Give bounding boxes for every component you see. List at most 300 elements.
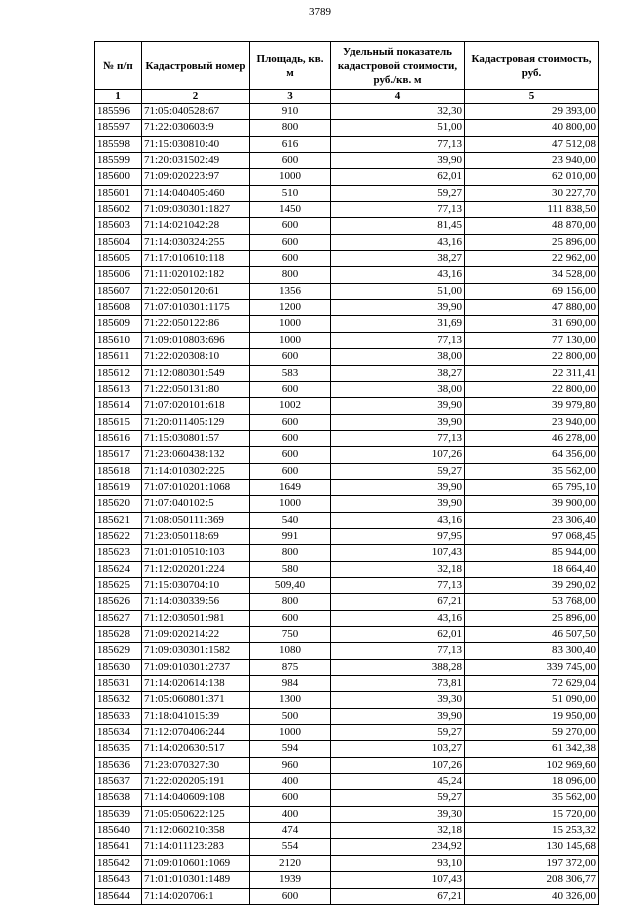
specific-value-cell: 51,00 — [331, 120, 465, 136]
specific-value-cell: 39,90 — [331, 496, 465, 512]
row-number-cell: 185611 — [95, 349, 142, 365]
area-cell: 600 — [250, 251, 331, 267]
row-number-cell: 185608 — [95, 300, 142, 316]
area-cell: 600 — [250, 414, 331, 430]
specific-value-cell: 107,43 — [331, 545, 465, 561]
specific-value-cell: 45,24 — [331, 774, 465, 790]
table-row — [95, 741, 599, 757]
column-number: 1 — [95, 90, 142, 104]
row-number-cell: 185638 — [95, 790, 142, 806]
area-cell: 554 — [250, 839, 331, 855]
cadastral-number-cell: 71:14:020614:138 — [142, 676, 250, 692]
area-cell: 1002 — [250, 398, 331, 414]
cadastral-value-table — [94, 41, 599, 905]
row-number-cell: 185629 — [95, 643, 142, 659]
cadastral-value-cell: 35 562,00 — [465, 790, 599, 806]
cadastral-number-cell: 71:05:060801:371 — [142, 692, 250, 708]
specific-value-cell: 67,21 — [331, 594, 465, 610]
table-row — [95, 528, 599, 544]
cadastral-value-cell: 72 629,04 — [465, 676, 599, 692]
specific-value-cell: 59,27 — [331, 725, 465, 741]
row-number-cell: 185626 — [95, 594, 142, 610]
table-row — [95, 414, 599, 430]
area-cell: 600 — [250, 610, 331, 626]
table-row — [95, 463, 599, 479]
row-number-cell: 185635 — [95, 741, 142, 757]
cadastral-value-cell: 31 690,00 — [465, 316, 599, 332]
cadastral-number-cell: 71:22:020205:191 — [142, 774, 250, 790]
cadastral-number-cell: 71:09:020223:97 — [142, 169, 250, 185]
cadastral-value-cell: 23 940,00 — [465, 414, 599, 430]
cadastral-number-cell: 71:14:021042:28 — [142, 218, 250, 234]
cadastral-value-cell: 39 900,00 — [465, 496, 599, 512]
row-number-cell: 185623 — [95, 545, 142, 561]
area-cell: 600 — [250, 234, 331, 250]
cadastral-value-cell: 18 664,40 — [465, 561, 599, 577]
row-number-cell: 185619 — [95, 479, 142, 495]
specific-value-cell: 77,13 — [331, 332, 465, 348]
row-number-cell: 185624 — [95, 561, 142, 577]
table-row — [95, 398, 599, 414]
row-number-cell: 185644 — [95, 888, 142, 904]
row-number-cell: 185637 — [95, 774, 142, 790]
area-cell: 400 — [250, 806, 331, 822]
table-row — [95, 251, 599, 267]
cadastral-number-cell: 71:09:010601:1069 — [142, 855, 250, 871]
cadastral-value-cell: 40 800,00 — [465, 120, 599, 136]
cadastral-number-cell: 71:23:070327:30 — [142, 757, 250, 773]
cadastral-number-cell: 71:14:020630:517 — [142, 741, 250, 757]
cadastral-number-cell: 71:15:030704:10 — [142, 577, 250, 593]
table-row — [95, 594, 599, 610]
specific-value-cell: 51,00 — [331, 283, 465, 299]
cadastral-value-cell: 339 745,00 — [465, 659, 599, 675]
cadastral-value-cell: 47 880,00 — [465, 300, 599, 316]
area-cell: 600 — [250, 447, 331, 463]
specific-value-cell: 62,01 — [331, 169, 465, 185]
table-row — [95, 806, 599, 822]
row-number-cell: 185634 — [95, 725, 142, 741]
area-cell: 540 — [250, 512, 331, 528]
cadastral-value-cell: 69 156,00 — [465, 283, 599, 299]
specific-value-cell: 43,16 — [331, 512, 465, 528]
specific-value-cell: 39,90 — [331, 414, 465, 430]
row-number-cell: 185606 — [95, 267, 142, 283]
row-number-cell: 185627 — [95, 610, 142, 626]
specific-value-cell: 38,27 — [331, 365, 465, 381]
table-row — [95, 430, 599, 446]
cadastral-number-cell: 71:07:020101:618 — [142, 398, 250, 414]
area-cell: 616 — [250, 136, 331, 152]
row-number-cell: 185641 — [95, 839, 142, 855]
area-cell: 1000 — [250, 725, 331, 741]
table-row — [95, 757, 599, 773]
area-cell: 600 — [250, 218, 331, 234]
header-cadastral-value: Кадастровая стоимость, руб. — [465, 42, 599, 90]
table-row — [95, 332, 599, 348]
area-cell: 600 — [250, 463, 331, 479]
cadastral-value-cell: 39 979,80 — [465, 398, 599, 414]
table-row — [95, 185, 599, 201]
cadastral-value-cell: 47 512,08 — [465, 136, 599, 152]
specific-value-cell: 77,13 — [331, 577, 465, 593]
table-row — [95, 692, 599, 708]
row-number-cell: 185612 — [95, 365, 142, 381]
specific-value-cell: 39,30 — [331, 806, 465, 822]
row-number-cell: 185605 — [95, 251, 142, 267]
cadastral-number-cell: 71:01:010301:1489 — [142, 872, 250, 888]
area-cell: 594 — [250, 741, 331, 757]
cadastral-number-cell: 71:14:040405:460 — [142, 185, 250, 201]
cadastral-number-cell: 71:23:060438:132 — [142, 447, 250, 463]
cadastral-number-cell: 71:14:030339:56 — [142, 594, 250, 610]
cadastral-number-cell: 71:20:031502:49 — [142, 153, 250, 169]
table-row — [95, 839, 599, 855]
table-row — [95, 855, 599, 871]
cadastral-number-cell: 71:09:030301:1827 — [142, 202, 250, 218]
area-cell: 984 — [250, 676, 331, 692]
area-cell: 800 — [250, 594, 331, 610]
cadastral-value-cell: 19 950,00 — [465, 708, 599, 724]
row-number-cell: 185621 — [95, 512, 142, 528]
table-row — [95, 545, 599, 561]
row-number-cell: 185617 — [95, 447, 142, 463]
cadastral-value-cell: 23 306,40 — [465, 512, 599, 528]
cadastral-value-cell: 39 290,02 — [465, 577, 599, 593]
specific-value-cell: 39,90 — [331, 398, 465, 414]
row-number-cell: 185620 — [95, 496, 142, 512]
table-row — [95, 283, 599, 299]
specific-value-cell: 103,27 — [331, 741, 465, 757]
area-cell: 400 — [250, 774, 331, 790]
cadastral-number-cell: 71:12:020201:224 — [142, 561, 250, 577]
specific-value-cell: 39,90 — [331, 479, 465, 495]
area-cell: 474 — [250, 823, 331, 839]
table-row — [95, 774, 599, 790]
specific-value-cell: 38,00 — [331, 349, 465, 365]
specific-value-cell: 39,90 — [331, 153, 465, 169]
cadastral-value-cell: 208 306,77 — [465, 872, 599, 888]
area-cell: 960 — [250, 757, 331, 773]
cadastral-value-cell: 15 720,00 — [465, 806, 599, 822]
header-row — [95, 42, 599, 90]
area-cell: 750 — [250, 627, 331, 643]
row-number-cell: 185610 — [95, 332, 142, 348]
cadastral-number-cell: 71:14:010302:225 — [142, 463, 250, 479]
cadastral-number-cell: 71:22:050131:80 — [142, 381, 250, 397]
area-cell: 600 — [250, 349, 331, 365]
cadastral-number-cell: 71:09:030301:1582 — [142, 643, 250, 659]
specific-value-cell: 62,01 — [331, 627, 465, 643]
cadastral-number-cell: 71:22:050120:61 — [142, 283, 250, 299]
cadastral-number-cell: 71:22:030603:9 — [142, 120, 250, 136]
table-row — [95, 512, 599, 528]
specific-value-cell: 39,30 — [331, 692, 465, 708]
table-row — [95, 234, 599, 250]
cadastral-number-cell: 71:09:020214:22 — [142, 627, 250, 643]
specific-value-cell: 39,90 — [331, 708, 465, 724]
table-row — [95, 790, 599, 806]
table-row — [95, 872, 599, 888]
cadastral-value-cell: 102 969,60 — [465, 757, 599, 773]
cadastral-value-cell: 62 010,00 — [465, 169, 599, 185]
specific-value-cell: 43,16 — [331, 234, 465, 250]
specific-value-cell: 39,90 — [331, 300, 465, 316]
row-number-cell: 185631 — [95, 676, 142, 692]
cadastral-value-cell: 77 130,00 — [465, 332, 599, 348]
specific-value-cell: 388,28 — [331, 659, 465, 675]
cadastral-value-cell: 23 940,00 — [465, 153, 599, 169]
specific-value-cell: 43,16 — [331, 610, 465, 626]
specific-value-cell: 73,81 — [331, 676, 465, 692]
table-row — [95, 823, 599, 839]
cadastral-number-cell: 71:22:020308:10 — [142, 349, 250, 365]
specific-value-cell: 38,00 — [331, 381, 465, 397]
area-cell: 800 — [250, 267, 331, 283]
specific-value-cell: 77,13 — [331, 202, 465, 218]
cadastral-value-cell: 53 768,00 — [465, 594, 599, 610]
specific-value-cell: 32,18 — [331, 561, 465, 577]
cadastral-value-cell: 197 372,00 — [465, 855, 599, 871]
row-number-cell: 185615 — [95, 414, 142, 430]
row-number-cell: 185601 — [95, 185, 142, 201]
row-number-cell: 185633 — [95, 708, 142, 724]
area-cell: 580 — [250, 561, 331, 577]
row-number-cell: 185618 — [95, 463, 142, 479]
specific-value-cell: 97,95 — [331, 528, 465, 544]
cadastral-number-cell: 71:14:011123:283 — [142, 839, 250, 855]
row-number-cell: 185640 — [95, 823, 142, 839]
area-cell: 875 — [250, 659, 331, 675]
table-row — [95, 136, 599, 152]
column-number: 2 — [142, 90, 250, 104]
cadastral-value-cell: 35 562,00 — [465, 463, 599, 479]
area-cell: 1300 — [250, 692, 331, 708]
cadastral-number-cell: 71:18:041015:39 — [142, 708, 250, 724]
row-number-cell: 185602 — [95, 202, 142, 218]
specific-value-cell: 107,43 — [331, 872, 465, 888]
table-row — [95, 610, 599, 626]
cadastral-value-cell: 25 896,00 — [465, 610, 599, 626]
area-cell: 509,40 — [250, 577, 331, 593]
row-number-cell: 185596 — [95, 104, 142, 120]
cadastral-value-cell: 15 253,32 — [465, 823, 599, 839]
table-row — [95, 479, 599, 495]
area-cell: 1649 — [250, 479, 331, 495]
cadastral-value-cell: 65 795,10 — [465, 479, 599, 495]
page-number: 3789 — [309, 6, 331, 18]
table-row — [95, 561, 599, 577]
cadastral-value-cell: 85 944,00 — [465, 545, 599, 561]
row-number-cell: 185613 — [95, 381, 142, 397]
row-number-cell: 185600 — [95, 169, 142, 185]
cadastral-number-cell: 71:08:050111:369 — [142, 512, 250, 528]
cadastral-value-cell: 48 870,00 — [465, 218, 599, 234]
row-number-cell: 185604 — [95, 234, 142, 250]
cadastral-value-cell: 111 838,50 — [465, 202, 599, 218]
specific-value-cell: 32,30 — [331, 104, 465, 120]
area-cell: 910 — [250, 104, 331, 120]
row-number-cell: 185625 — [95, 577, 142, 593]
area-cell: 1000 — [250, 169, 331, 185]
table-row — [95, 349, 599, 365]
column-number: 5 — [465, 90, 599, 104]
row-number-cell: 185609 — [95, 316, 142, 332]
cadastral-value-cell: 40 326,00 — [465, 888, 599, 904]
cadastral-number-cell: 71:23:050118:69 — [142, 528, 250, 544]
cadastral-value-cell: 46 278,00 — [465, 430, 599, 446]
area-cell: 583 — [250, 365, 331, 381]
cadastral-number-cell: 71:12:080301:549 — [142, 365, 250, 381]
row-number-cell: 185614 — [95, 398, 142, 414]
area-cell: 600 — [250, 888, 331, 904]
cadastral-number-cell: 71:15:030810:40 — [142, 136, 250, 152]
row-number-cell: 185622 — [95, 528, 142, 544]
row-number-cell: 185639 — [95, 806, 142, 822]
row-number-cell: 185632 — [95, 692, 142, 708]
table-row — [95, 888, 599, 904]
cadastral-value-cell: 25 896,00 — [465, 234, 599, 250]
cadastral-value-cell: 34 528,00 — [465, 267, 599, 283]
cadastral-value-cell: 30 227,70 — [465, 185, 599, 201]
table-row — [95, 676, 599, 692]
cadastral-value-cell: 130 145,68 — [465, 839, 599, 855]
header-row-number: № п/п — [95, 42, 142, 90]
row-number-cell: 185642 — [95, 855, 142, 871]
specific-value-cell: 67,21 — [331, 888, 465, 904]
cadastral-number-cell: 71:05:040528:67 — [142, 104, 250, 120]
table-row — [95, 627, 599, 643]
row-number-cell: 185597 — [95, 120, 142, 136]
table-row — [95, 202, 599, 218]
cadastral-number-cell: 71:09:010803:696 — [142, 332, 250, 348]
row-number-cell: 185628 — [95, 627, 142, 643]
cadastral-number-cell: 71:22:050122:86 — [142, 316, 250, 332]
table-row — [95, 120, 599, 136]
cadastral-value-cell: 61 342,38 — [465, 741, 599, 757]
row-number-cell: 185603 — [95, 218, 142, 234]
specific-value-cell: 93,10 — [331, 855, 465, 871]
row-number-cell: 185598 — [95, 136, 142, 152]
area-cell: 1356 — [250, 283, 331, 299]
cadastral-number-cell: 71:15:030801:57 — [142, 430, 250, 446]
cadastral-number-cell: 71:05:050622:125 — [142, 806, 250, 822]
table-row — [95, 169, 599, 185]
specific-value-cell: 38,27 — [331, 251, 465, 267]
table-row — [95, 300, 599, 316]
table-row — [95, 643, 599, 659]
area-cell: 800 — [250, 120, 331, 136]
area-cell: 1080 — [250, 643, 331, 659]
specific-value-cell: 77,13 — [331, 136, 465, 152]
area-cell: 1200 — [250, 300, 331, 316]
specific-value-cell: 107,26 — [331, 447, 465, 463]
cadastral-number-cell: 71:01:010510:103 — [142, 545, 250, 561]
cadastral-value-cell: 64 356,00 — [465, 447, 599, 463]
column-number: 4 — [331, 90, 465, 104]
area-cell: 800 — [250, 545, 331, 561]
cadastral-number-cell: 71:12:060210:358 — [142, 823, 250, 839]
cadastral-value-cell: 59 270,00 — [465, 725, 599, 741]
table-row — [95, 659, 599, 675]
table-row — [95, 365, 599, 381]
header-specific-value: Удельный показатель кадастровой стоимости, руб./кв. м — [331, 42, 465, 90]
specific-value-cell: 77,13 — [331, 643, 465, 659]
table-row — [95, 218, 599, 234]
header-area: Площадь, кв. м — [250, 42, 331, 90]
area-cell: 2120 — [250, 855, 331, 871]
row-number-cell: 185607 — [95, 283, 142, 299]
table-row — [95, 267, 599, 283]
row-number-cell: 185643 — [95, 872, 142, 888]
cadastral-value-cell: 18 096,00 — [465, 774, 599, 790]
area-cell: 1939 — [250, 872, 331, 888]
header-cadastral-number: Кадастровый номер — [142, 42, 250, 90]
cadastral-number-cell: 71:14:040609:108 — [142, 790, 250, 806]
table-row — [95, 447, 599, 463]
table-row — [95, 708, 599, 724]
row-number-cell: 185599 — [95, 153, 142, 169]
row-number-cell: 185630 — [95, 659, 142, 675]
table-row — [95, 496, 599, 512]
area-cell: 600 — [250, 790, 331, 806]
cadastral-number-cell: 71:09:010301:2737 — [142, 659, 250, 675]
specific-value-cell: 32,18 — [331, 823, 465, 839]
specific-value-cell: 31,69 — [331, 316, 465, 332]
table-row — [95, 725, 599, 741]
cadastral-value-cell: 22 311,41 — [465, 365, 599, 381]
column-number-row — [95, 90, 599, 104]
cadastral-value-cell: 29 393,00 — [465, 104, 599, 120]
cadastral-value-cell: 83 300,40 — [465, 643, 599, 659]
area-cell: 600 — [250, 381, 331, 397]
specific-value-cell: 59,27 — [331, 790, 465, 806]
area-cell: 600 — [250, 153, 331, 169]
cadastral-number-cell: 71:07:010301:1175 — [142, 300, 250, 316]
row-number-cell: 185616 — [95, 430, 142, 446]
table-row — [95, 153, 599, 169]
cadastral-value-cell: 46 507,50 — [465, 627, 599, 643]
table-row — [95, 381, 599, 397]
specific-value-cell: 43,16 — [331, 267, 465, 283]
area-cell: 1450 — [250, 202, 331, 218]
area-cell: 991 — [250, 528, 331, 544]
cadastral-value-cell: 51 090,00 — [465, 692, 599, 708]
cadastral-number-cell: 71:11:020102:182 — [142, 267, 250, 283]
row-number-cell: 185636 — [95, 757, 142, 773]
area-cell: 510 — [250, 185, 331, 201]
area-cell: 600 — [250, 430, 331, 446]
cadastral-value-cell: 22 962,00 — [465, 251, 599, 267]
table-row — [95, 577, 599, 593]
specific-value-cell: 77,13 — [331, 430, 465, 446]
cadastral-number-cell: 71:14:030324:255 — [142, 234, 250, 250]
cadastral-number-cell: 71:14:020706:1 — [142, 888, 250, 904]
specific-value-cell: 59,27 — [331, 463, 465, 479]
column-number: 3 — [250, 90, 331, 104]
cadastral-number-cell: 71:17:010610:118 — [142, 251, 250, 267]
area-cell: 1000 — [250, 496, 331, 512]
specific-value-cell: 81,45 — [331, 218, 465, 234]
table-row — [95, 316, 599, 332]
cadastral-value-cell: 97 068,45 — [465, 528, 599, 544]
cadastral-value-cell: 22 800,00 — [465, 349, 599, 365]
cadastral-number-cell: 71:07:010201:1068 — [142, 479, 250, 495]
cadastral-number-cell: 71:12:030501:981 — [142, 610, 250, 626]
area-cell: 500 — [250, 708, 331, 724]
specific-value-cell: 59,27 — [331, 185, 465, 201]
table-row — [95, 104, 599, 120]
